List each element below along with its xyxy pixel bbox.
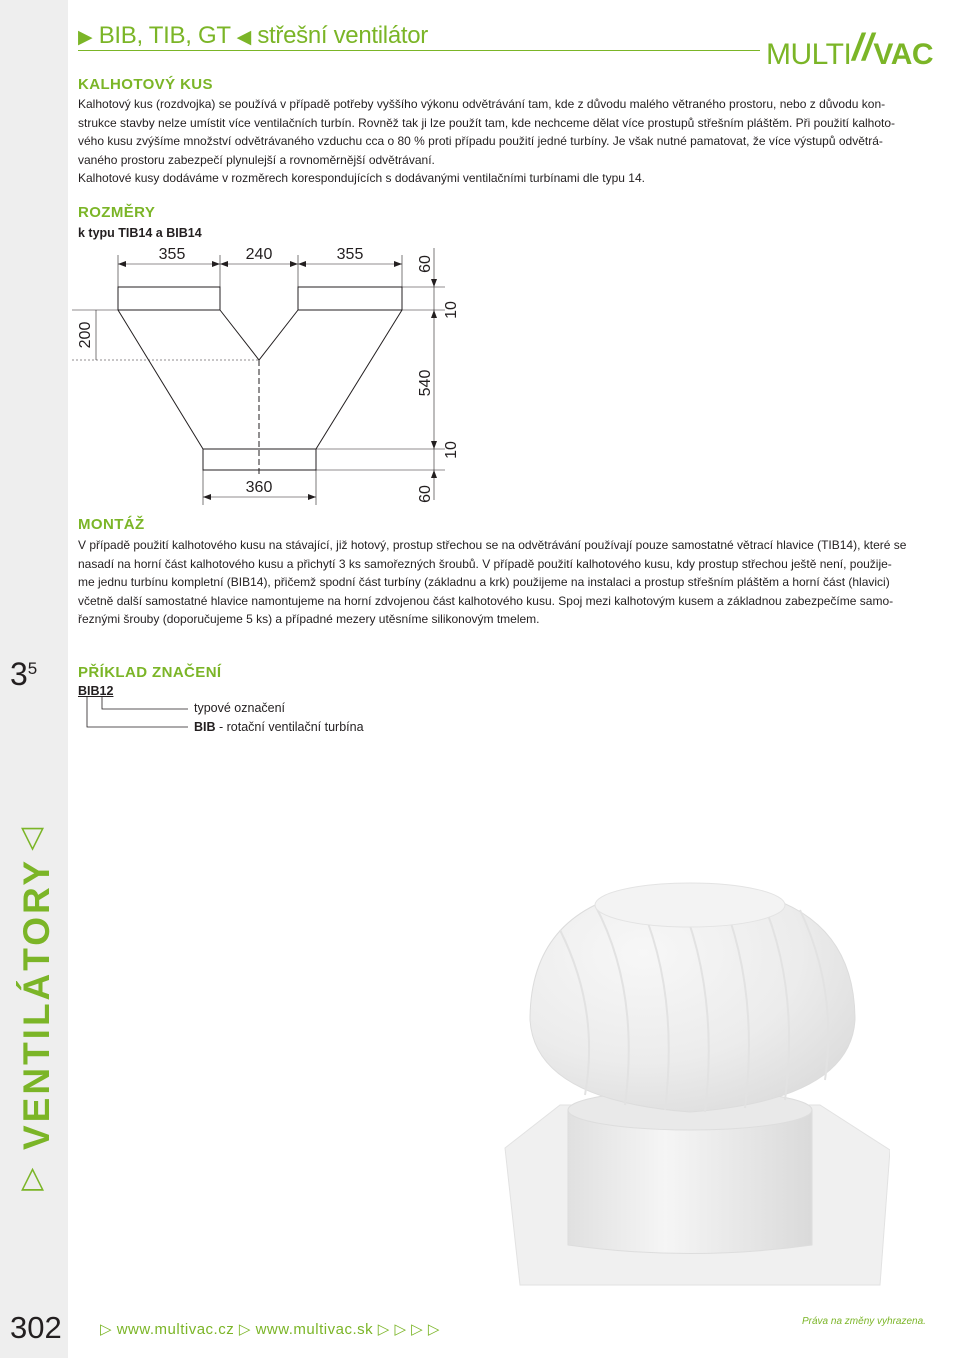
dim-left-height: 200 (77, 321, 94, 349)
arrow-left-icon: ◀ (236, 27, 251, 48)
multivac-logo: MULTI//VAC (766, 27, 934, 71)
example-label-bib: BIB - rotační ventilační turbína (194, 720, 364, 734)
heading-montaz: MONTÁŽ (78, 516, 145, 533)
dim-right-top: 60 (417, 255, 434, 273)
dimension-drawing (60, 232, 480, 512)
product-title: BIB, TIB, GT (98, 22, 231, 49)
paragraph-kalhotovy-kus: Kalhotový kus (rozdvojka) se používá v případě potřeby vyššího výkonu odvětrávání tam, kde z důvodu malého větraného prostoru, nebo z důvodu kon- strukce stavby nelze umístit více ventilačních turbín. Rovněž tak ji lze použít tam, kde nechceme dělat více prostupů střešním pláštěm. Při použití kalhoto- vého kusu zvýšíme množství odvětrávaného vzduchu cca o 80 % proti případu použití jedné turbíny. Je však nutné pamatovat, že více výstupů odvětrá- vaného prostoru zabezpečí plynulejší a rovnoměrnější odvětrávaní. Kalhotové kusy dodáváme v rozměrech korespondujících s dodávanými ventilačními turbínami dle typu 14. (78, 97, 896, 185)
section-number: $3^5$ (10, 656, 38, 692)
example-label-type: typové označení (194, 701, 286, 715)
subheading-rozmery: k typu TIB14 a BIB14 (78, 226, 202, 240)
sidebar-triangle-up-icon: △ (21, 1161, 45, 1194)
product-subtitle: střešní ventilátor (257, 22, 428, 49)
heading-rozmery: ROZMĚRY (78, 204, 156, 221)
arrow-right-icon: ▶ (78, 27, 93, 48)
example-leader-lines (80, 696, 190, 736)
header-divider (78, 50, 760, 51)
logo-swoosh-icon: // (852, 27, 873, 69)
dim-bottom-width: 360 (245, 479, 273, 496)
dim-right-bottom-gap: 10 (443, 441, 460, 459)
dim-right-top-gap: 10 (443, 301, 460, 319)
page-header (78, 22, 428, 50)
heading-kalhotovy-kus: KALHOTOVÝ KUS (78, 76, 213, 93)
sidebar-triangle-down-icon: ▽ (21, 821, 45, 854)
footer-note: Práva na změny vyhrazena. (802, 1316, 926, 1327)
example-code: BIB12 (78, 684, 114, 698)
sidebar-title: VENTILÁTORY (16, 857, 57, 1150)
paragraph-montaz: V případě použití kalhotového kusu na stávající, již hotový, prostup střechou se na odvětrávání používají pouze samostatné větrací hlavice (TIB14), které se nasadí na horní část kalhotového kusu a přichytí 3 ks samořezných šroubů. V případě použití kalhotového kusu, kdy prostup střechou ještě není, použije- me jednu turbínu kompletní (BIB14), přičemž spodní část turbíny (základnu a krk) použijeme na instalaci a prostup střešním pláštěm a horní část (hlavici) včetně další samostatné hlavice namontujeme na horní zdvojenou část kalhotového kusu. Spoj mezi kalhotovým kusem a základnou zabezpečíme samo- řeznými šrouby (doporučujeme 5 ks) a případné mezery utěsníme silikonovým tmelem. (78, 538, 907, 626)
footer-links[interactable]: ▷ www.multivac.cz ▷ www.multivac.sk ▷ ▷ ▷ ▷ (100, 1321, 440, 1338)
dim-top-left: 355 (158, 246, 186, 263)
dim-top-mid: 240 (245, 246, 273, 263)
page-number: 302 (10, 1310, 62, 1345)
dim-right-height: 540 (417, 369, 434, 397)
dim-right-bottom: 60 (417, 485, 434, 503)
turbine-photo (500, 870, 890, 1290)
dim-top-right: 355 (336, 246, 364, 263)
heading-priklad-znaceni: PŘÍKLAD ZNAČENÍ (78, 664, 222, 681)
